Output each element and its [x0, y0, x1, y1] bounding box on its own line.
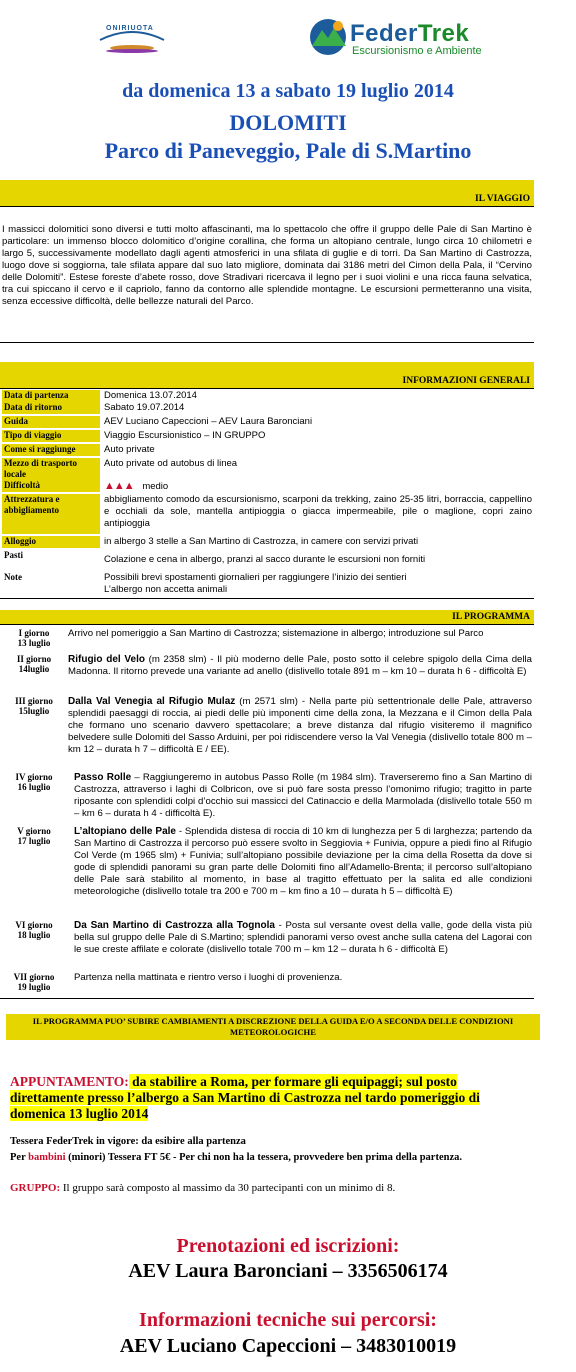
info-band: [0, 362, 534, 388]
federtrek-logo-mark: [306, 16, 350, 63]
info-label: Attrezzatura e abbigliamento: [2, 494, 100, 534]
day-description: Dalla Val Venegia al Rifugio Mulaz (m 2571 slm) - Nella parte più settentrionale delle Pale, attraverso splendidi paesaggi di roccia, ai piedi delle più imponenti cime della zona, la Mezzana e il Cimon della Pala che formano uno scenario davvero spettacolare; a breve distanza dal rifugio visiteremo il magnifico belvedere sulle Dolomiti del Sasso Arduini, per poi ridiscendere verso la Val Venegia (dislivello totale 800 m – km 12 – durata h 7 – difficoltà E / EE).: [68, 696, 532, 755]
info-value: abbigliamento comodo da escursionismo, scarponi da trekking, zaino 25-35 litri, borraccia, cappellino e occhiali da sole, mantella antipioggia o giacca impermeabile, pile o maglione, copri zaino antipioggia: [104, 494, 532, 529]
day-label: III giorno 15luglio: [15, 696, 53, 716]
info-value: Sabato 19.07.2014: [104, 402, 185, 413]
info-label: Tipo di viaggio: [2, 430, 100, 442]
programma-notice-text: IL PROGRAMMA PUO’ SUBIRE CAMBIAMENTI A DISCREZIONE DELLA GUIDA E/O A SECONDA DELLE CONDIZIONI METEOROLOGICHE: [32, 1016, 514, 1037]
oniriuota-logo-text: ONIRIUOTA: [106, 25, 154, 32]
info-label: Data di ritorno: [2, 402, 100, 414]
info-value: Auto private od autobus di linea: [104, 458, 238, 469]
difficulty-value: [104, 480, 532, 493]
info-value: L’albergo non accetta animali: [104, 584, 228, 595]
trip-park: Parco di Paneveggio, Pale di S.Martino: [104, 138, 472, 163]
day-description: Arrivo nel pomeriggio a San Martino di Castrozza; sistemazione in albergo; introduzione sul Parco: [68, 628, 484, 639]
info-value: Auto private: [104, 444, 155, 455]
oniriuota-logo: [92, 22, 172, 52]
divider: [0, 206, 534, 207]
info-label: Note: [4, 572, 22, 582]
day-label: IV giorno 16 luglio: [15, 772, 53, 792]
prenotazioni-contact: AEV Laura Baronciani – 3356506174: [128, 1260, 448, 1282]
tessera-note: Tessera FederTrek in vigore: da esibire alla partenza: [10, 1136, 246, 1147]
divider: [0, 598, 534, 599]
day-description: Da San Martino di Castrozza alla Tognola - Posta sul versante ovest della valle, gode della vista più bella sul gruppo delle Pale di S.Martino; splendidi panorami verso ovest anche sulla catena del Lagorai con le sue creste affilate e colorate (dislivello totale 700 m – km 12 – durata h 6 - difficoltà E): [74, 920, 532, 955]
difficulty-label: medio: [142, 481, 169, 492]
programma-heading: IL PROGRAMMA: [452, 612, 530, 622]
info-value: Viaggio Escursionistico – IN GRUPPO: [104, 430, 266, 441]
divider: [0, 624, 534, 625]
federtrek-logo-name: FederTrek: [350, 20, 470, 47]
day-description: Partenza nella mattinata e rientro verso i luoghi di provenienza.: [74, 972, 343, 983]
info-value: AEV Luciano Capeccioni – AEV Laura Baronciani: [104, 416, 313, 427]
info-label: Data di partenza: [2, 390, 100, 402]
programma-notice: [6, 1014, 540, 1040]
info-label: Come si raggiunge: [2, 444, 100, 456]
divider: [0, 388, 534, 389]
day-label: VII giorno 19 luglio: [13, 972, 55, 992]
trip-dates: da domenica 13 a sabato 19 luglio 2014: [122, 80, 454, 102]
viaggio-band: [0, 180, 534, 206]
federtrek-logo-subtitle: Escursionismo e Ambiente: [352, 45, 482, 57]
day-description: Rifugio del Velo (m 2358 slm) - Il più moderno delle Pale, posto sotto il celebre spigolo della Cima della Madonna. Il ritorno prevede una variante ad anello (dislivello totale 891 m – km 10 – durata h 6 - difficoltà E): [68, 654, 532, 677]
info-tecniche-heading: Informazioni tecniche sui percorsi:: [139, 1309, 437, 1331]
info-label: Difficoltà: [2, 480, 100, 492]
appuntamento: APPUNTAMENTO: da stabilire a Roma, per formare gli equipaggi; sul posto direttamente presso l’albergo a San Martino di Castrozza nel tardo pomeriggio di domenica 13 luglio 2014: [10, 1074, 480, 1121]
trip-destination: DOLOMITI: [229, 110, 347, 135]
info-label: Mezzo di trasporto locale: [2, 458, 100, 480]
divider: [0, 998, 534, 999]
gruppo-note: GRUPPO: Il gruppo sarà composto al massimo da 30 partecipanti con un minimo di 8.: [10, 1182, 396, 1194]
info-label: Pasti: [4, 550, 23, 560]
divider: [0, 342, 534, 343]
info-value: Colazione e cena in albergo, pranzi al sacco durante le escursioni non forniti: [104, 554, 426, 565]
info-tecniche-contact: AEV Luciano Capeccioni – 3483010019: [119, 1335, 457, 1357]
prenotazioni-heading: Prenotazioni ed iscrizioni:: [176, 1235, 400, 1257]
day-description: L’altopiano delle Pale - Splendida distesa di roccia di 10 km di lunghezza per 5 di larghezza; partendo da San Martino di Castrozza il percorso può essere svolto in Seggiovia + Funivia, oppure a piedi fino al Rifugio Col Verde (m 1965 slm) + Funivia; sull’altopiano possibile deviazione per la cima della Rosetta da dove si gode di splendidi panorami su gran parte delle Dolomiti fino all’Adamello-Brenta; il percorso sull’altopiano delle Pale sarà stabilito al momento, in base al tragitto effettuato per la salita ed alle condizioni meteorologiche (dislivello totale tra 200 e 700 m – km fino a 10 – durata h 5 – difficoltà E): [74, 826, 532, 897]
info-label: Guida: [2, 416, 100, 428]
viaggio-text: I massicci dolomitici sono diversi e tutti molto affascinanti, ma lo spettacolo che offre il gruppo delle Pale di San Martino è particolare: un immenso blocco dolomitico d’origine corallina, che forma un altopiano centrale, lungo circa 10 chilometri e largo 5, successivamente modellato dagli agenti atmosferici in una sfilata di guglie e di torri. Da San Martino di Castrozza, luogo dove si soggiorna, tale sfilata appare dal suo lato migliore, dominata dai 3186 metri del Cimon della Pala, il “Cervino delle Dolomiti”. Estese foreste d’abete rosso, dove Stradivari ricercava il legno per i suoi violini e una ricca fauna selvatica, tra cui spiccano il cervo e il capriolo, fanno da contorno alle splendide montagne. Le escursioni permetteranno una visita, senza eccessive difficoltà, delle bellezze naturali del Parco.: [2, 224, 532, 307]
difficulty-icons: ▲▲▲: [104, 480, 134, 492]
day-label: II giorno 14luglio: [16, 654, 52, 674]
programma-band: [0, 610, 534, 624]
bambini-note: Per bambini (minori) Tessera FT 5€ - Per chi non ha la tessera, provvedere ben prima della partenza.: [10, 1152, 462, 1163]
info-value: Domenica 13.07.2014: [104, 390, 197, 401]
info-label: Alloggio: [2, 536, 100, 548]
info-heading: INFORMAZIONI GENERALI: [402, 376, 530, 386]
viaggio-heading: IL VIAGGIO: [475, 194, 530, 204]
info-value: Possibili brevi spostamenti giornalieri per raggiungere l’inizio dei sentieri: [104, 572, 407, 583]
day-label: I giorno 13 luglio: [17, 628, 51, 648]
day-description: Passo Rolle – Raggiungeremo in autobus Passo Rolle (m 1984 slm). Traverseremo fino a San Martino di Castrozza, attraverso i laghi di Colbricon, ove si può fare sosta presso l’omonimo rifugio; tragitto in parte riposante con splendidi colpi d’occhio sui massicci del Catinaccio e della Marmolada (dislivello totale 550 m – km 6 – durata h 4 - difficoltà E).: [74, 772, 532, 819]
day-label: V giorno 17 luglio: [17, 826, 51, 846]
day-label: VI giorno 18 luglio: [15, 920, 53, 940]
info-value: in albergo 3 stelle a San Martino di Castrozza, in camere con servizi privati: [104, 536, 419, 547]
